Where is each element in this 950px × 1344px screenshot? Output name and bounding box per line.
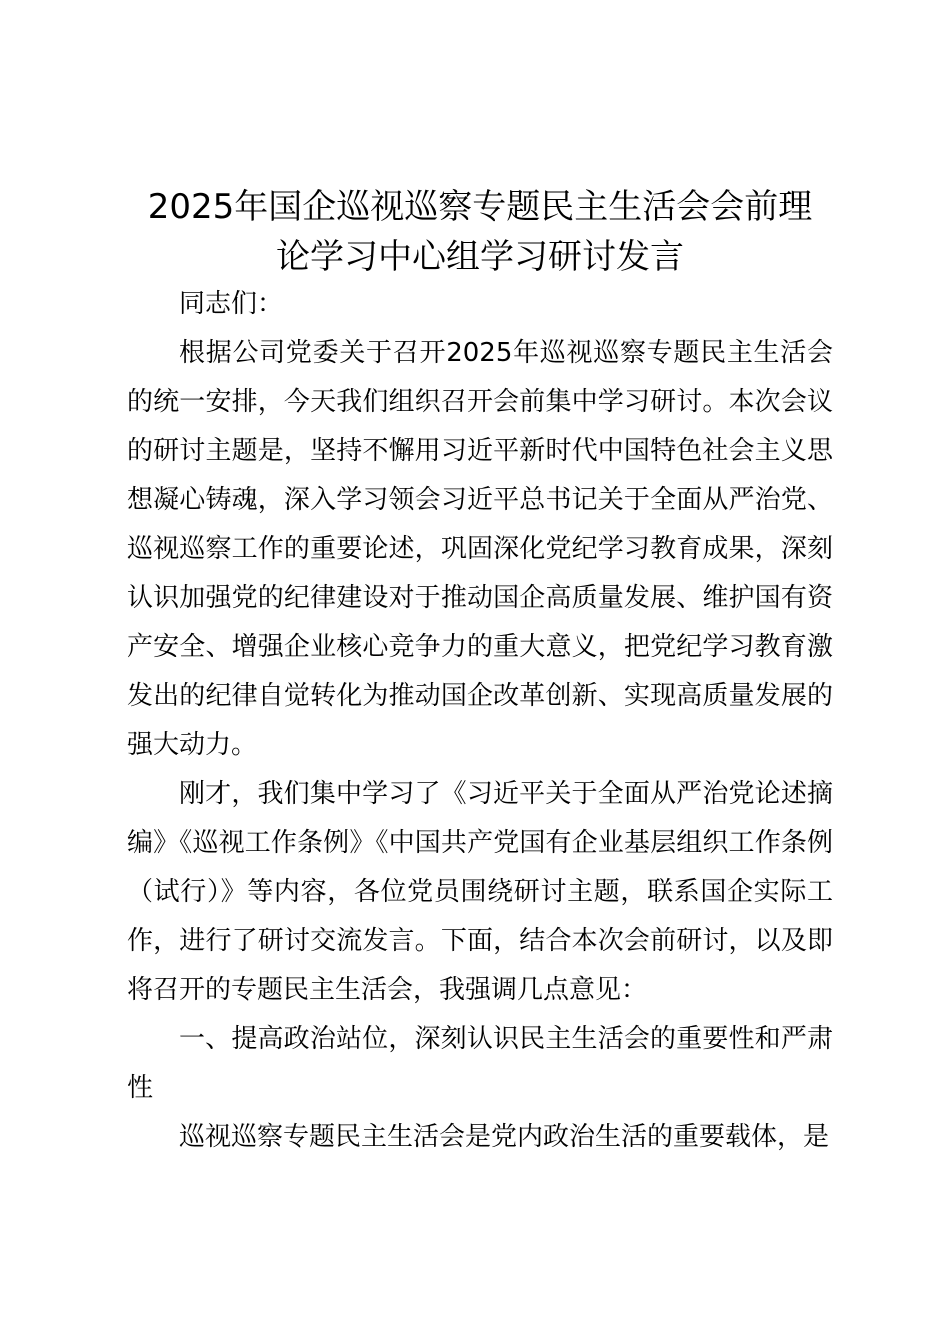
- title-line-2: 论学习中心组学习研讨发言: [276, 237, 684, 277]
- document-body: [127, 280, 833, 1162]
- section-heading-1: 一、提高政治站位，深刻认识民主生活会的重要性和严肃性: [127, 1024, 833, 1103]
- paragraph-intro: 根据公司党委关于召开2025年巡视巡察专题民主生活会的统一安排，今天我们组织召开会前集中学习研讨。本次会议的研讨主题是，坚持不懈用习近平新时代中国特色社会主义思想凝心铸魂，深入学习领会习近平总书记关于全面从严治党、巡视巡察工作的重要论述，巩固深化党纪学习教育成果，深刻认识加强党的纪律建设对于推动国企高质量发展、维护国有资产安全、增强企业核心竞争力的重大意义，把党纪学习教育激发出的纪律自觉转化为推动国企改革创新、实现高质量发展的强大动力。: [127, 338, 833, 760]
- document-title: [120, 182, 840, 282]
- paragraph-section-1: 巡视巡察专题民主生活会是党内政治生活的重要载体，是: [179, 1122, 830, 1152]
- paragraph-study: 刚才，我们集中学习了《习近平关于全面从严治党论述摘编》《巡视工作条例》《中国共产党国有企业基层组织工作条例（试行）》等内容，各位党员围绕研讨主题，联系国企实际工作，进行了研讨交流发言。下面，结合本次会前研讨，以及即将召开的专题民主生活会，我强调几点意见：: [127, 779, 833, 1005]
- title-line-1: 2025年国企巡视巡察专题民主生活会会前理: [147, 187, 813, 227]
- salutation: 同志们：: [179, 289, 284, 319]
